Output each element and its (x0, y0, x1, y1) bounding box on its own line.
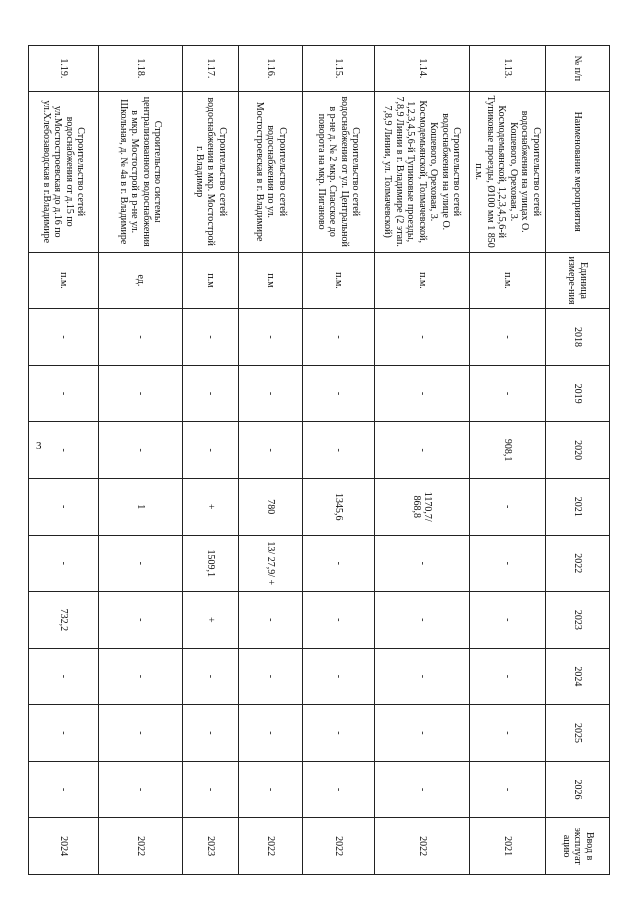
year-value: - (183, 705, 239, 762)
year-value: - (99, 648, 183, 705)
row-number: 1.17. (183, 46, 239, 92)
commission-year: 2022 (239, 818, 303, 875)
measure-name: Строительство сетей водоснабжения по ул. Мостостроевская в г. Владимире (239, 91, 303, 252)
table-row (99, 46, 183, 875)
year-value: 732,2 (29, 592, 99, 649)
year-value: - (239, 309, 303, 366)
year-value: + (183, 592, 239, 649)
year-value: - (470, 761, 546, 818)
measure-name: Строительство сетей водоснабжения на улицах О. Кошевого, Ореховая, 3. Космодемьянской, 1,2,3,4,5,6-й Тупиковые проезды, Ø100 мм 1 850 п.м. (470, 91, 546, 252)
header-year: 2020 (546, 422, 610, 479)
year-value: - (239, 365, 303, 422)
year-value: - (470, 365, 546, 422)
row-number: 1.14. (375, 46, 470, 92)
year-value: - (375, 648, 470, 705)
year-value: - (183, 761, 239, 818)
year-value: 1 (99, 478, 183, 535)
year-value: - (375, 309, 470, 366)
year-value: - (239, 422, 303, 479)
header-unit: Единица измере-ния (546, 252, 610, 309)
year-value: 908,1 (470, 422, 546, 479)
table-row (303, 46, 375, 875)
commission-year: 2024 (29, 818, 99, 875)
year-value: - (29, 478, 99, 535)
year-value: - (470, 648, 546, 705)
header-year: 2018 (546, 309, 610, 366)
year-value: 780 (239, 478, 303, 535)
table-row (183, 46, 239, 875)
header-year: 2019 (546, 365, 610, 422)
year-value: - (99, 761, 183, 818)
header-year: 2025 (546, 705, 610, 762)
year-value: - (239, 705, 303, 762)
year-value: - (183, 309, 239, 366)
year-value: 1509,1 (183, 535, 239, 592)
year-value: - (183, 648, 239, 705)
year-value: - (375, 535, 470, 592)
year-value: - (375, 422, 470, 479)
year-value: - (470, 478, 546, 535)
year-value: - (99, 309, 183, 366)
year-value: - (29, 648, 99, 705)
year-value: - (470, 309, 546, 366)
unit-cell: п.м (183, 252, 239, 309)
commission-year: 2021 (470, 818, 546, 875)
table-body (29, 46, 546, 875)
header-row (546, 46, 610, 875)
row-number: 1.18. (99, 46, 183, 92)
table-row (470, 46, 546, 875)
year-value: - (29, 535, 99, 592)
measure-name: Строительство сетей водоснабжения от д.15 по ул.Мостостроевская до д.16 по ул.Хлебозаводская в г.Владимире (29, 91, 99, 252)
header-num: № п/п (546, 46, 610, 92)
row-number: 1.13. (470, 46, 546, 92)
year-value: - (470, 535, 546, 592)
unit-cell: п.м. (470, 252, 546, 309)
year-value: - (303, 535, 375, 592)
header-year: 2026 (546, 761, 610, 818)
year-value: 1170,7/ 868,8 (375, 478, 470, 535)
year-value: - (239, 761, 303, 818)
year-value: - (29, 422, 99, 479)
year-value: - (29, 365, 99, 422)
year-value: - (239, 592, 303, 649)
year-value: - (303, 365, 375, 422)
year-value: - (29, 705, 99, 762)
year-value: - (375, 761, 470, 818)
year-value: - (29, 761, 99, 818)
year-value: - (99, 705, 183, 762)
measure-name: Строительство системы централизованного водоснабжения в мкр. Мостострой в р-не ул. Школьная, д. № 4а в г. Владимире (99, 91, 183, 252)
year-value: - (470, 705, 546, 762)
unit-cell: п.м. (375, 252, 470, 309)
commission-year: 2022 (99, 818, 183, 875)
year-value: - (303, 592, 375, 649)
page-number: 3 (36, 440, 42, 452)
unit-cell: п.м. (29, 252, 99, 309)
year-value: - (375, 705, 470, 762)
year-value: - (99, 365, 183, 422)
measure-name: Строительство сетей водоснабжения на улице О. Кошевого, Ореховая, 3. Космодемьянской, Толмачевской, 1,2,3,4,5,6-й Тупиковые проезды, 7,8,9 Линии в г. Владимире (2 этап. 7,8,9 Линии, ул. Толмачевской) (375, 91, 470, 252)
commission-year: 2022 (303, 818, 375, 875)
rotated-table-container (41, 45, 610, 875)
header-commission: Ввод в эксплуат ацию (546, 818, 610, 875)
year-value: - (303, 309, 375, 366)
year-value: + (183, 478, 239, 535)
table-row (29, 46, 99, 875)
table-row (239, 46, 303, 875)
measure-name: Строительство сетей водоснабжения в мкр. Мостострой г. Владимир (183, 91, 239, 252)
unit-cell: ед. (99, 252, 183, 309)
year-value: - (99, 535, 183, 592)
year-value: - (303, 761, 375, 818)
year-value: - (375, 365, 470, 422)
year-value: - (99, 422, 183, 479)
year-value: - (99, 592, 183, 649)
year-value: - (303, 422, 375, 479)
measures-table (28, 45, 610, 875)
unit-cell: п.м. (303, 252, 375, 309)
header-name: Наименование мероприятия (546, 91, 610, 252)
year-value: 1345,6 (303, 478, 375, 535)
year-value: - (29, 309, 99, 366)
header-year: 2022 (546, 535, 610, 592)
table-row (375, 46, 470, 875)
header-year: 2024 (546, 648, 610, 705)
commission-year: 2022 (375, 818, 470, 875)
year-value: - (183, 365, 239, 422)
unit-cell: п.м (239, 252, 303, 309)
row-number: 1.19. (29, 46, 99, 92)
year-value: 13/ 27,9/ + (239, 535, 303, 592)
year-value: - (375, 592, 470, 649)
year-value: - (470, 592, 546, 649)
year-value: - (239, 648, 303, 705)
measure-name: Строительство сетей водоснабжения от ул. Центральной в р-не д. № 2 мкр. Спасское до поворота на мкр. Пиганово (303, 91, 375, 252)
year-value: - (303, 705, 375, 762)
row-number: 1.15. (303, 46, 375, 92)
row-number: 1.16. (239, 46, 303, 92)
commission-year: 2023 (183, 818, 239, 875)
year-value: - (303, 648, 375, 705)
year-value: - (183, 422, 239, 479)
header-year: 2021 (546, 478, 610, 535)
header-year: 2023 (546, 592, 610, 649)
